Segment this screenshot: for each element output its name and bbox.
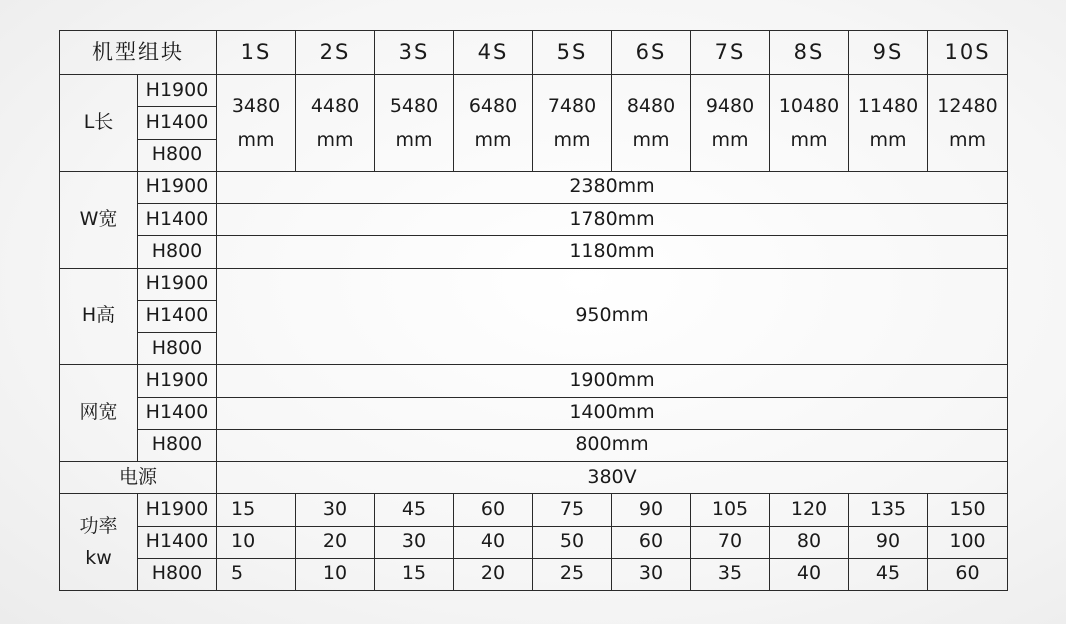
- mesh-width-value: 1400mm: [217, 397, 1008, 429]
- width-label: W宽: [60, 171, 138, 268]
- height-value: 950mm: [217, 268, 1008, 365]
- power-value: 10: [296, 558, 375, 590]
- length-value: 8480: [626, 94, 676, 117]
- length-cell: [375, 75, 454, 172]
- power-value: 25: [533, 558, 612, 590]
- power-value: 20: [296, 526, 375, 558]
- power-value: 35: [691, 558, 770, 590]
- mesh-width-value: 800mm: [217, 429, 1008, 461]
- power-value: 90: [612, 494, 691, 526]
- power-value: 30: [375, 526, 454, 558]
- length-cell: [612, 75, 691, 172]
- length-cell: [928, 75, 1008, 172]
- header-row: [60, 31, 1008, 75]
- length-unit: mm: [711, 128, 749, 151]
- power-value: 5: [217, 558, 296, 590]
- power-value: 90: [849, 526, 928, 558]
- length-value: 10480: [778, 94, 840, 117]
- length-unit: mm: [553, 128, 591, 151]
- length-value: 6480: [468, 94, 518, 117]
- height-variant-label: H1400: [138, 526, 217, 558]
- length-value: 5480: [389, 94, 439, 117]
- length-unit: mm: [474, 128, 512, 151]
- height-variant-label: H1400: [138, 204, 217, 236]
- header-col-10s: 10S: [928, 31, 1008, 75]
- length-unit: mm: [948, 128, 987, 151]
- length-cell: [849, 75, 928, 172]
- power-value: 45: [375, 494, 454, 526]
- height-variant-label: H800: [138, 139, 217, 171]
- spec-table: [59, 30, 1008, 591]
- height-variant-label: H1400: [138, 397, 217, 429]
- header-col-6s: 6S: [612, 31, 691, 75]
- height-label: H高: [60, 268, 138, 365]
- length-value: 7480: [547, 94, 597, 117]
- table-row: [60, 204, 1008, 236]
- length-value: 9480: [705, 94, 755, 117]
- length-cell: [691, 75, 770, 172]
- power-value: 75: [533, 494, 612, 526]
- power-value: 20: [454, 558, 533, 590]
- mesh-width-value: 1900mm: [217, 365, 1008, 397]
- length-unit: mm: [869, 128, 907, 151]
- length-cell: [454, 75, 533, 172]
- height-variant-label: H800: [138, 333, 217, 365]
- power-label: [60, 494, 138, 591]
- height-variant-label: H1400: [138, 107, 217, 139]
- length-label: L长: [60, 75, 138, 172]
- table-row: [60, 429, 1008, 461]
- height-variant-label: H1900: [138, 171, 217, 203]
- table-row: [60, 558, 1008, 590]
- length-unit: mm: [790, 128, 828, 151]
- table-row: [60, 171, 1008, 203]
- length-cell: [770, 75, 849, 172]
- height-variant-label: H800: [138, 429, 217, 461]
- power-value: 30: [612, 558, 691, 590]
- power-value: 60: [928, 558, 1008, 590]
- length-unit: mm: [632, 128, 670, 151]
- header-col-3s: 3S: [375, 31, 454, 75]
- height-variant-label: H1900: [138, 494, 217, 526]
- power-value: 105: [691, 494, 770, 526]
- table-row: [60, 397, 1008, 429]
- table-row: [60, 526, 1008, 558]
- power-value: 80: [770, 526, 849, 558]
- length-value: 3480: [231, 94, 281, 117]
- power-value: 150: [928, 494, 1008, 526]
- table-row: [60, 75, 1008, 107]
- power-value: 40: [454, 526, 533, 558]
- height-variant-label: H800: [138, 236, 217, 268]
- table-row: [60, 268, 1008, 300]
- mesh-width-label: 网宽: [60, 365, 138, 462]
- height-variant-label: H1900: [138, 365, 217, 397]
- power-value: 45: [849, 558, 928, 590]
- length-value: 4480: [310, 94, 360, 117]
- header-group-label: 机型组块: [60, 31, 217, 75]
- header-col-7s: 7S: [691, 31, 770, 75]
- header-col-8s: 8S: [770, 31, 849, 75]
- power-value: 70: [691, 526, 770, 558]
- power-value: 10: [217, 526, 296, 558]
- power-value: 135: [849, 494, 928, 526]
- power-value: 15: [217, 494, 296, 526]
- length-cell: [296, 75, 375, 172]
- height-variant-label: H1900: [138, 268, 217, 300]
- power-value: 60: [612, 526, 691, 558]
- header-col-5s: 5S: [533, 31, 612, 75]
- power-value: 60: [454, 494, 533, 526]
- power-supply-value: 380V: [217, 462, 1008, 494]
- header-col-1s: 1S: [217, 31, 296, 75]
- width-value: 1780mm: [217, 204, 1008, 236]
- length-value: 11480: [857, 94, 919, 117]
- header-col-2s: 2S: [296, 31, 375, 75]
- header-col-9s: 9S: [849, 31, 928, 75]
- power-label-line2: kw: [85, 547, 112, 570]
- length-unit: mm: [395, 128, 433, 151]
- power-value: 15: [375, 558, 454, 590]
- power-supply-label: 电源: [60, 462, 217, 494]
- table-row: [60, 365, 1008, 397]
- length-unit: mm: [316, 128, 354, 151]
- length-unit: mm: [237, 128, 275, 151]
- width-value: 1180mm: [217, 236, 1008, 268]
- header-col-4s: 4S: [454, 31, 533, 75]
- power-label-line1: 功率: [79, 515, 118, 538]
- table-row: [60, 462, 1008, 494]
- table-row: [60, 494, 1008, 526]
- length-cell: [217, 75, 296, 172]
- power-value: 40: [770, 558, 849, 590]
- height-variant-label: H1400: [138, 300, 217, 332]
- power-value: 100: [928, 526, 1008, 558]
- length-value: 12480: [937, 94, 998, 117]
- width-value: 2380mm: [217, 171, 1008, 203]
- height-variant-label: H1900: [138, 75, 217, 107]
- length-cell: [533, 75, 612, 172]
- power-value: 50: [533, 526, 612, 558]
- table-row: [60, 236, 1008, 268]
- power-value: 120: [770, 494, 849, 526]
- power-value: 30: [296, 494, 375, 526]
- height-variant-label: H800: [138, 558, 217, 590]
